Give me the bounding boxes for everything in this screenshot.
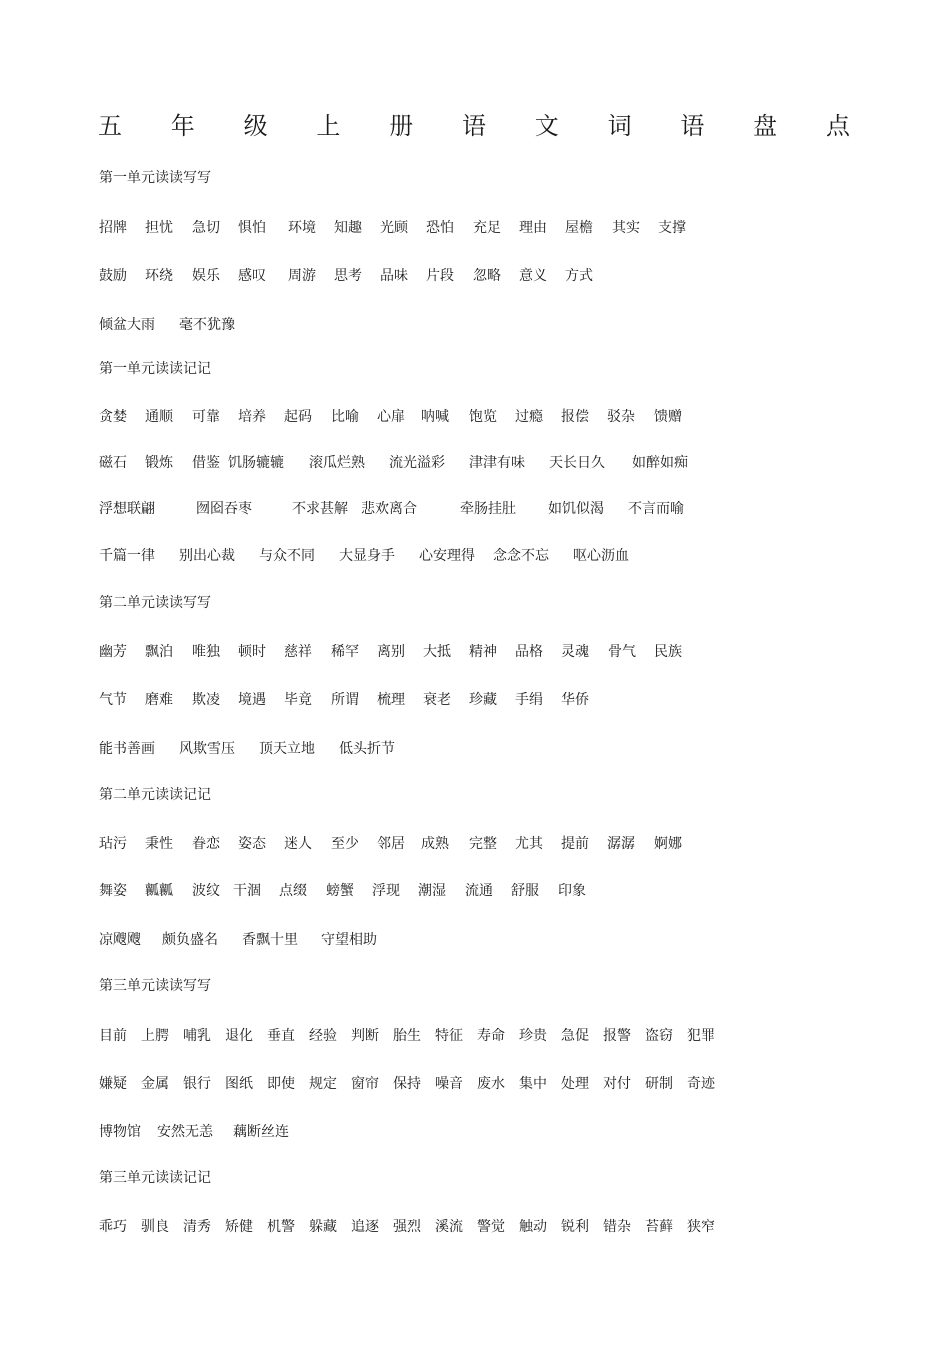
- title-char: 文: [534, 112, 559, 140]
- vocab-word: 精神: [469, 644, 497, 660]
- vocab-word: 通顺: [145, 409, 173, 425]
- vocab-word: 幽芳: [99, 644, 127, 660]
- vocab-word: 香飘十里: [242, 932, 298, 948]
- vocab-word: 娱乐: [192, 268, 220, 284]
- vocab-word: 理由: [519, 220, 547, 236]
- section-heading: 第一单元读读写写: [99, 170, 211, 186]
- vocab-word: 骨气: [608, 644, 636, 660]
- vocab-word: 稀罕: [331, 644, 359, 660]
- vocab-word: 瓤瓤: [145, 883, 173, 899]
- vocab-word: 即使: [267, 1076, 295, 1092]
- vocab-word: 念念不忘: [493, 548, 549, 564]
- vocab-word: 珍藏: [469, 692, 497, 708]
- vocab-word: 银行: [183, 1076, 211, 1092]
- vocab-word: 提前: [561, 836, 589, 852]
- vocab-word: 天长日久: [549, 455, 605, 471]
- vocab-word: 呕心沥血: [573, 548, 629, 564]
- vocab-word: 干涸: [233, 883, 261, 899]
- vocab-word: 流光溢彩: [389, 455, 445, 471]
- vocab-word: 藕断丝连: [233, 1124, 289, 1140]
- vocab-word: 安然无恙: [157, 1124, 213, 1140]
- vocab-word: 躲藏: [309, 1219, 337, 1235]
- vocab-word: 过瘾: [515, 409, 543, 425]
- vocab-word: 波纹: [192, 883, 220, 899]
- vocab-word: 境遇: [238, 692, 266, 708]
- vocab-word: 眷恋: [192, 836, 220, 852]
- vocab-word: 心安理得: [419, 548, 475, 564]
- vocab-word: 姿态: [238, 836, 266, 852]
- vocab-word: 盗窃: [645, 1028, 673, 1044]
- vocab-word: 支撑: [658, 220, 686, 236]
- vocab-word: 贪婪: [99, 409, 127, 425]
- vocab-word: 点缀: [279, 883, 307, 899]
- vocab-word: 潺潺: [607, 836, 635, 852]
- vocab-word: 华侨: [561, 692, 589, 708]
- vocab-word: 思考: [334, 268, 362, 284]
- vocab-word: 顶天立地: [259, 741, 315, 757]
- vocab-word: 错杂: [603, 1219, 631, 1235]
- vocab-word: 印象: [558, 883, 586, 899]
- vocab-word: 经验: [309, 1028, 337, 1044]
- vocab-word: 借鉴: [192, 455, 220, 471]
- vocab-word: 规定: [309, 1076, 337, 1092]
- vocab-word: 慈祥: [284, 644, 312, 660]
- vocab-word: 玷污: [99, 836, 127, 852]
- vocab-word: 馈赠: [654, 409, 682, 425]
- vocab-word: 锻炼: [145, 455, 173, 471]
- section-heading: 第一单元读读记记: [99, 361, 211, 377]
- vocab-word: 判断: [351, 1028, 379, 1044]
- title-char: 册: [389, 112, 414, 140]
- vocab-word: 衰老: [423, 692, 451, 708]
- vocab-word: 知趣: [334, 220, 362, 236]
- vocab-word: 触动: [519, 1219, 547, 1235]
- vocab-word: 磨难: [145, 692, 173, 708]
- vocab-word: 滚瓜烂熟: [309, 455, 365, 471]
- vocab-word: 鼓励: [99, 268, 127, 284]
- vocab-word: 锐利: [561, 1219, 589, 1235]
- vocab-word: 苔藓: [645, 1219, 673, 1235]
- title-char: 点: [825, 112, 850, 140]
- vocab-word: 机警: [267, 1219, 295, 1235]
- vocab-word: 光顾: [380, 220, 408, 236]
- vocab-word: 手绢: [515, 692, 543, 708]
- vocab-word: 起码: [284, 409, 312, 425]
- vocab-word: 矫健: [225, 1219, 253, 1235]
- vocab-word: 垂直: [267, 1028, 295, 1044]
- vocab-word: 飘泊: [145, 644, 173, 660]
- vocab-word: 溪流: [435, 1219, 463, 1235]
- vocab-word: 欺凌: [192, 692, 220, 708]
- vocab-word: 心扉: [377, 409, 405, 425]
- vocab-word: 所谓: [331, 692, 359, 708]
- vocab-word: 囫囵吞枣: [196, 501, 252, 517]
- vocab-word: 强烈: [393, 1219, 421, 1235]
- vocab-word: 比喻: [331, 409, 359, 425]
- vocab-word: 追逐: [351, 1219, 379, 1235]
- vocab-word: 大抵: [423, 644, 451, 660]
- vocab-word: 品味: [380, 268, 408, 284]
- vocab-word: 饥肠辘辘: [228, 455, 284, 471]
- vocab-word: 博物馆: [99, 1124, 141, 1140]
- vocab-word: 金属: [141, 1076, 169, 1092]
- title-char: 年: [170, 112, 195, 140]
- vocab-word: 环绕: [145, 268, 173, 284]
- vocab-word: 窗帘: [351, 1076, 379, 1092]
- vocab-word: 目前: [99, 1028, 127, 1044]
- vocab-word: 秉性: [145, 836, 173, 852]
- vocab-word: 舞姿: [99, 883, 127, 899]
- vocab-word: 招牌: [99, 220, 127, 236]
- section-heading: 第三单元读读记记: [99, 1170, 211, 1186]
- vocab-word: 哺乳: [183, 1028, 211, 1044]
- vocab-word: 毫不犹豫: [179, 317, 235, 333]
- vocab-word: 津津有味: [469, 455, 525, 471]
- vocab-word: 千篇一律: [99, 548, 155, 564]
- vocab-word: 成熟: [421, 836, 449, 852]
- vocab-word: 环境: [288, 220, 316, 236]
- vocab-word: 饱览: [469, 409, 497, 425]
- vocab-word: 唯独: [192, 644, 220, 660]
- vocab-word: 梳理: [377, 692, 405, 708]
- vocab-word: 图纸: [225, 1076, 253, 1092]
- vocab-word: 磁石: [99, 455, 127, 471]
- vocab-word: 驳杂: [607, 409, 635, 425]
- vocab-word: 可靠: [192, 409, 220, 425]
- vocab-word: 清秀: [183, 1219, 211, 1235]
- vocab-word: 周游: [288, 268, 316, 284]
- vocab-word: 能书善画: [99, 741, 155, 757]
- vocab-word: 不求甚解: [292, 501, 348, 517]
- vocab-word: 低头折节: [339, 741, 395, 757]
- vocab-word: 如饥似渴: [548, 501, 604, 517]
- vocab-word: 乖巧: [99, 1219, 127, 1235]
- vocab-word: 噪音: [435, 1076, 463, 1092]
- vocab-word: 舒服: [511, 883, 539, 899]
- vocab-word: 婀娜: [654, 836, 682, 852]
- title-char: 语: [461, 112, 486, 140]
- vocab-word: 离别: [377, 644, 405, 660]
- vocab-word: 胎生: [393, 1028, 421, 1044]
- vocab-word: 大显身手: [339, 548, 395, 564]
- vocab-word: 报偿: [561, 409, 589, 425]
- vocab-word: 报警: [603, 1028, 631, 1044]
- vocab-word: 奇迹: [687, 1076, 715, 1092]
- vocab-word: 灵魂: [561, 644, 589, 660]
- vocab-word: 方式: [565, 268, 593, 284]
- vocab-word: 寿命: [477, 1028, 505, 1044]
- title-char: 级: [243, 112, 268, 140]
- vocab-word: 保持: [393, 1076, 421, 1092]
- vocab-word: 忽略: [473, 268, 501, 284]
- vocab-word: 风欺雪压: [179, 741, 235, 757]
- section-heading: 第三单元读读写写: [99, 978, 211, 994]
- vocab-word: 对付: [603, 1076, 631, 1092]
- vocab-word: 恐怕: [426, 220, 454, 236]
- vocab-word: 顿时: [238, 644, 266, 660]
- vocab-word: 别出心裁: [179, 548, 235, 564]
- vocab-word: 迷人: [284, 836, 312, 852]
- vocab-word: 屋檐: [565, 220, 593, 236]
- section-heading: 第二单元读读写写: [99, 595, 211, 611]
- vocab-word: 培养: [238, 409, 266, 425]
- vocab-word: 呐喊: [421, 409, 449, 425]
- vocab-word: 感叹: [238, 268, 266, 284]
- vocab-word: 急切: [192, 220, 220, 236]
- vocab-word: 尤其: [515, 836, 543, 852]
- vocab-word: 急促: [561, 1028, 589, 1044]
- vocab-word: 浮想联翩: [99, 501, 155, 517]
- vocab-word: 狭窄: [687, 1219, 715, 1235]
- vocab-word: 退化: [225, 1028, 253, 1044]
- vocab-word: 担忧: [145, 220, 173, 236]
- vocab-word: 至少: [331, 836, 359, 852]
- vocab-word: 珍贵: [519, 1028, 547, 1044]
- title-char: 盘: [753, 112, 778, 140]
- vocab-word: 特征: [435, 1028, 463, 1044]
- vocab-word: 惧怕: [238, 220, 266, 236]
- vocab-word: 集中: [519, 1076, 547, 1092]
- vocab-word: 意义: [519, 268, 547, 284]
- vocab-word: 嫌疑: [99, 1076, 127, 1092]
- vocab-word: 犯罪: [687, 1028, 715, 1044]
- vocab-word: 驯良: [141, 1219, 169, 1235]
- title-char: 五: [98, 112, 122, 140]
- vocab-word: 片段: [426, 268, 454, 284]
- vocab-word: 颇负盛名: [162, 932, 218, 948]
- section-heading: 第二单元读读记记: [99, 787, 211, 803]
- vocab-word: 毕竟: [284, 692, 312, 708]
- page-title: [98, 109, 850, 143]
- vocab-word: 废水: [477, 1076, 505, 1092]
- vocab-word: 如醉如痴: [632, 455, 688, 471]
- vocab-word: 邻居: [377, 836, 405, 852]
- vocab-word: 浮现: [372, 883, 400, 899]
- title-char: 上: [316, 112, 341, 140]
- vocab-word: 牵肠挂肚: [460, 501, 516, 517]
- title-char: 语: [680, 112, 705, 140]
- vocab-word: 研制: [645, 1076, 673, 1092]
- vocab-word: 完整: [469, 836, 497, 852]
- vocab-word: 品格: [515, 644, 543, 660]
- vocab-word: 不言而喻: [628, 501, 684, 517]
- vocab-word: 充足: [473, 220, 501, 236]
- vocab-word: 螃蟹: [326, 883, 354, 899]
- vocab-word: 守望相助: [321, 932, 377, 948]
- vocab-word: 气节: [99, 692, 127, 708]
- title-char: 词: [607, 112, 632, 140]
- vocab-word: 悲欢离合: [361, 501, 417, 517]
- vocab-word: 凉飕飕: [99, 932, 141, 948]
- vocab-word: 上腭: [141, 1028, 169, 1044]
- vocab-word: 民族: [654, 644, 682, 660]
- vocab-word: 其实: [612, 220, 640, 236]
- vocab-word: 潮湿: [418, 883, 446, 899]
- vocab-word: 倾盆大雨: [99, 317, 155, 333]
- vocab-word: 与众不同: [259, 548, 315, 564]
- vocab-word: 警觉: [477, 1219, 505, 1235]
- vocab-word: 流通: [465, 883, 493, 899]
- vocab-word: 处理: [561, 1076, 589, 1092]
